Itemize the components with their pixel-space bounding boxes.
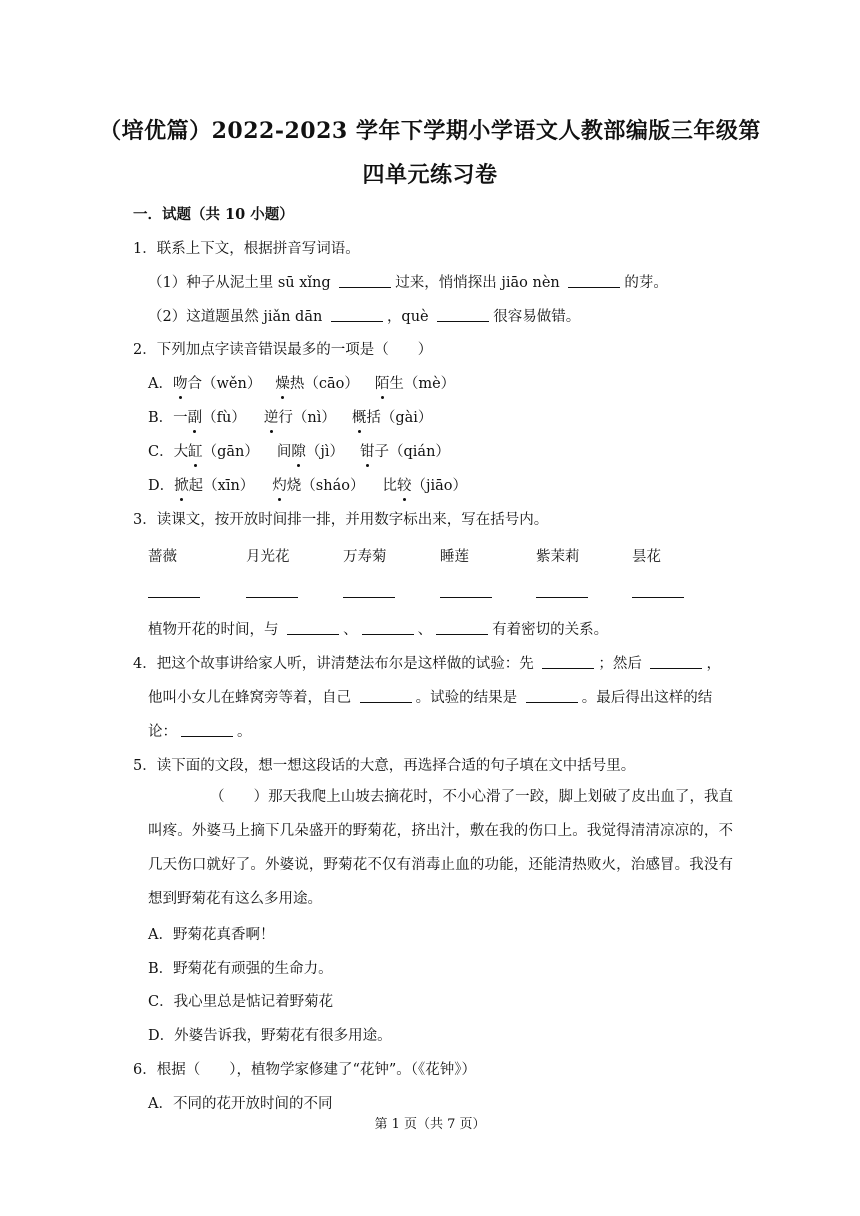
answer-blank[interactable] <box>536 596 588 598</box>
word-text: （fù） <box>202 410 246 426</box>
answer-blank[interactable] <box>148 596 200 598</box>
answer-blank[interactable] <box>181 735 233 737</box>
dotted-char: 钳 <box>360 440 375 461</box>
q3-tail <box>148 618 608 639</box>
q3-tail-text: 植物开花的时间，与 <box>148 622 284 638</box>
q1-sub2-text-b: ，què <box>386 309 434 325</box>
q2-option-c[interactable] <box>148 440 450 461</box>
word-text: 大 <box>173 444 189 460</box>
answer-blank[interactable] <box>331 320 383 322</box>
option-label: A． <box>148 376 173 392</box>
q5-option-b[interactable]: B．野菊花有顽强的生命力。 <box>148 961 333 977</box>
dotted-char: 概 <box>352 406 367 427</box>
option-label: D． <box>148 478 175 494</box>
word-text: 热（cāo） <box>289 376 359 392</box>
dotted-char: 副 <box>188 406 203 427</box>
q5-passage: （ ）那天我爬上山坡去摘花时，不小心滑了一跤，脚上划破了皮出血了，我直叫疼。外婆马上摘下几朵盛开的野菊花，挤出汁，敷在我的伤口上。我觉得清清凉凉的，不几天伤口就好了。外婆说，野菊花不仅有消毒止血的功能，还能清热败火，治感冒。我没有想到野菊花有这么多用途。 <box>148 789 733 907</box>
word-text: 烧（sháo） <box>286 478 365 494</box>
q5-stem: 5．读下面的文段，想一想这段话的大意，再选择合适的句子填在文中括号里。 <box>133 758 636 774</box>
answer-blank[interactable] <box>632 596 684 598</box>
section-heading: 一．试题（共 10 小题） <box>133 206 294 223</box>
q4-text: 4．把这个故事讲给家人听，讲清楚法布尔是这样做的试验：先 <box>133 656 539 672</box>
q5-option-d[interactable]: D．外婆告诉我，野菊花有很多用途。 <box>148 1028 392 1044</box>
answer-blank[interactable] <box>568 286 620 288</box>
dotted-char: 隙 <box>291 440 306 461</box>
page-footer: 第 1 页（共 7 页） <box>374 1117 486 1132</box>
answer-blank[interactable] <box>542 667 594 669</box>
q4-text: 。 <box>237 724 252 740</box>
flower-name: 月光花 <box>246 549 290 565</box>
word-text: 比 <box>382 478 397 494</box>
flower-name: 万寿菊 <box>343 549 387 565</box>
q1-sub2-text-a: （2）这道题虽然 jiǎn dān <box>148 309 327 325</box>
q1-sub1-text-a: （1）种子从泥土里 sū xǐng <box>148 275 336 291</box>
word-text: （jì） <box>305 444 345 460</box>
answer-blank[interactable] <box>339 286 391 288</box>
answer-blank[interactable] <box>650 667 702 669</box>
q2-option-d[interactable] <box>148 474 467 495</box>
q6-stem: 6．根据（ ），植物学家修建了“花钟”。（《花钟》） <box>133 1062 477 1078</box>
q5-option-a[interactable]: A．野菊花真香啊！ <box>148 927 275 943</box>
q2-option-a[interactable] <box>148 372 455 393</box>
dotted-char: 缸 <box>188 440 203 461</box>
dotted-char: 逆 <box>264 406 279 427</box>
q2-option-b[interactable] <box>148 406 432 427</box>
option-label: B． <box>148 410 174 426</box>
q2-stem: 2．下列加点字读音错误最多的一项是（ ） <box>133 342 433 358</box>
q4-text: 他叫小女儿在蜂窝旁等着，自己 <box>148 690 356 706</box>
word-text: 括（gài） <box>366 410 433 426</box>
flower-name: 睡莲 <box>440 549 469 565</box>
dotted-char: 燥 <box>275 372 290 393</box>
word-text: 生（mè） <box>389 376 456 392</box>
dotted-char: 灼 <box>272 474 287 495</box>
answer-blank[interactable] <box>246 596 298 598</box>
flower-name: 昙花 <box>632 549 661 565</box>
q5-option-c[interactable]: C．我心里总是惦记着野菊花 <box>148 994 334 1010</box>
q3-tail-text: 有着密切的关系。 <box>492 622 609 638</box>
dotted-char: 吻 <box>173 372 188 393</box>
q1-sub1-text-c: 的芽。 <box>624 275 668 291</box>
flower-name: 蔷薇 <box>148 549 177 565</box>
q4-text: 论： <box>148 724 177 740</box>
page-title-line2: 四单元练习卷 <box>362 162 498 188</box>
q4-line1 <box>133 652 721 673</box>
answer-blank[interactable] <box>360 701 412 703</box>
q1-sub1 <box>148 271 668 292</box>
word-text: 间 <box>276 444 292 460</box>
flower-name: 紫茉莉 <box>536 549 580 565</box>
q3-stem: 3．读课文，按开放时间排一排，并用数字标出来，写在括号内。 <box>133 512 549 528</box>
q1-sub2 <box>148 305 580 326</box>
option-label: C． <box>148 444 174 460</box>
word-text: （jiāo） <box>411 478 467 494</box>
q1-stem: 1．联系上下文，根据拼音写词语。 <box>133 241 360 257</box>
answer-blank[interactable] <box>437 320 489 322</box>
q4-line2 <box>148 686 712 707</box>
dotted-char: 陌 <box>375 372 390 393</box>
separator: 、 <box>417 622 433 638</box>
answer-blank[interactable] <box>287 633 339 635</box>
word-text: 子（qián） <box>374 444 450 460</box>
q4-text: ；然后 <box>598 656 647 672</box>
q4-line3 <box>148 720 252 741</box>
answer-blank[interactable] <box>343 596 395 598</box>
word-text: 合（wěn） <box>187 376 262 392</box>
word-text: 起（xīn） <box>188 478 255 494</box>
q4-text: 。试验的结果是 <box>415 690 522 706</box>
separator: 、 <box>343 622 358 638</box>
answer-blank[interactable] <box>526 701 578 703</box>
answer-blank[interactable] <box>440 596 492 598</box>
dotted-char: 较 <box>397 474 412 495</box>
answer-blank[interactable] <box>362 633 414 635</box>
dotted-char: 掀 <box>174 474 189 495</box>
q1-sub1-text-b: 过来，悄悄探出 jiāo nèn <box>395 275 565 291</box>
word-text: 一 <box>173 410 188 426</box>
q1-sub2-text-c: 很容易做错。 <box>493 309 581 325</box>
q6-option-a[interactable]: A．不同的花开放时间的不同 <box>148 1096 333 1112</box>
q4-text: 。最后得出这样的结 <box>581 690 713 706</box>
answer-blank[interactable] <box>436 633 488 635</box>
page-title-line1: （培优篇）2022-2023 学年下学期小学语文人教部编版三年级第 <box>99 118 761 144</box>
q4-text: ， <box>706 656 721 672</box>
word-text: 行（nì） <box>278 410 336 426</box>
word-text: （gān） <box>202 444 259 460</box>
